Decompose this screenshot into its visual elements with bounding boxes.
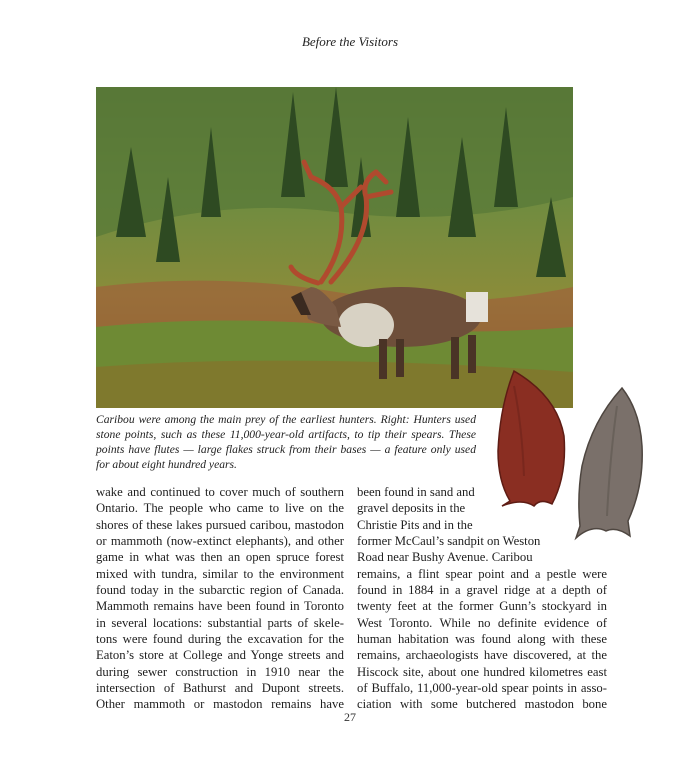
right-line-9: West Toronto. While no definite evidence of: [357, 615, 607, 630]
body-column-right: [357, 484, 607, 713]
left-line-13: intersection of Bathurst and Dupont streets.: [96, 681, 344, 696]
left-line-4: or mammoth (now-extinct elephants), and other: [96, 534, 344, 549]
left-line-11: Eaton’s store at College and Yonge streets and: [96, 648, 344, 663]
right-line-11: remains, archaeologists have discovered, at the: [357, 648, 607, 663]
left-line-7: found today in the subarctic region of Canada.: [96, 583, 344, 598]
left-line-5: game in what was then an open spruce forest: [96, 550, 344, 565]
right-line-13: of Buffalo, 11,000-year-old spear points in asso-: [357, 681, 607, 696]
right-line-6: remains, a flint spear point and a pestle were: [357, 566, 607, 581]
right-line-5: Road near Bushy Avenue. Caribou: [357, 550, 533, 565]
page-number: 27: [344, 710, 356, 724]
running-head: Before the Visitors: [301, 34, 399, 49]
left-line-12: during sewer construction in 1910 near the: [96, 664, 344, 679]
left-line-6: mixed with tundra, similar to the environment: [96, 566, 344, 581]
figure-caption: Caribou were among the main prey of the earliest hunters. Right: Hunters used stone points, such as these 11,000-year-old artifacts, to tip their spears. These points have flutes — large flakes struck from their bases — a feature only used for about eight hundred years.: [96, 413, 476, 472]
right-line-3: Christie Pits and in the: [357, 517, 473, 532]
caribou-illustration: [96, 87, 573, 408]
left-line-2: Ontario. The people who came to live on the: [96, 501, 344, 516]
right-line-8: twenty feet at the former Gunn’s stockyard in: [357, 599, 607, 614]
left-line-8: Mammoth remains have been found in Toronto: [96, 599, 344, 614]
right-line-14: ciation with some butchered mastodon bone: [357, 697, 607, 712]
caribou-photo: [96, 87, 573, 408]
left-line-10: tons were found during the excavation for the: [96, 632, 344, 647]
right-line-2: gravel deposits in the: [357, 501, 466, 516]
left-line-3: shores of these lakes pursued caribou, mastodon: [96, 517, 344, 532]
left-line-9: in several locations: substantial parts of skele-: [96, 615, 344, 630]
left-line-1: wake and continued to cover much of southern: [96, 485, 344, 499]
body-column-left: [96, 484, 344, 713]
right-line-12: Hiscock site, about one hundred kilometres east: [357, 664, 607, 679]
right-line-1: been found in sand and: [357, 485, 475, 499]
left-line-14: Other mammoth or mastodon remains have: [96, 697, 344, 712]
right-line-7: found in 1884 in a gravel ridge at a depth of: [357, 583, 607, 598]
right-line-4: former McCaul’s sandpit on Weston: [357, 534, 541, 549]
right-line-10: human habitation was found along with these: [357, 632, 607, 647]
